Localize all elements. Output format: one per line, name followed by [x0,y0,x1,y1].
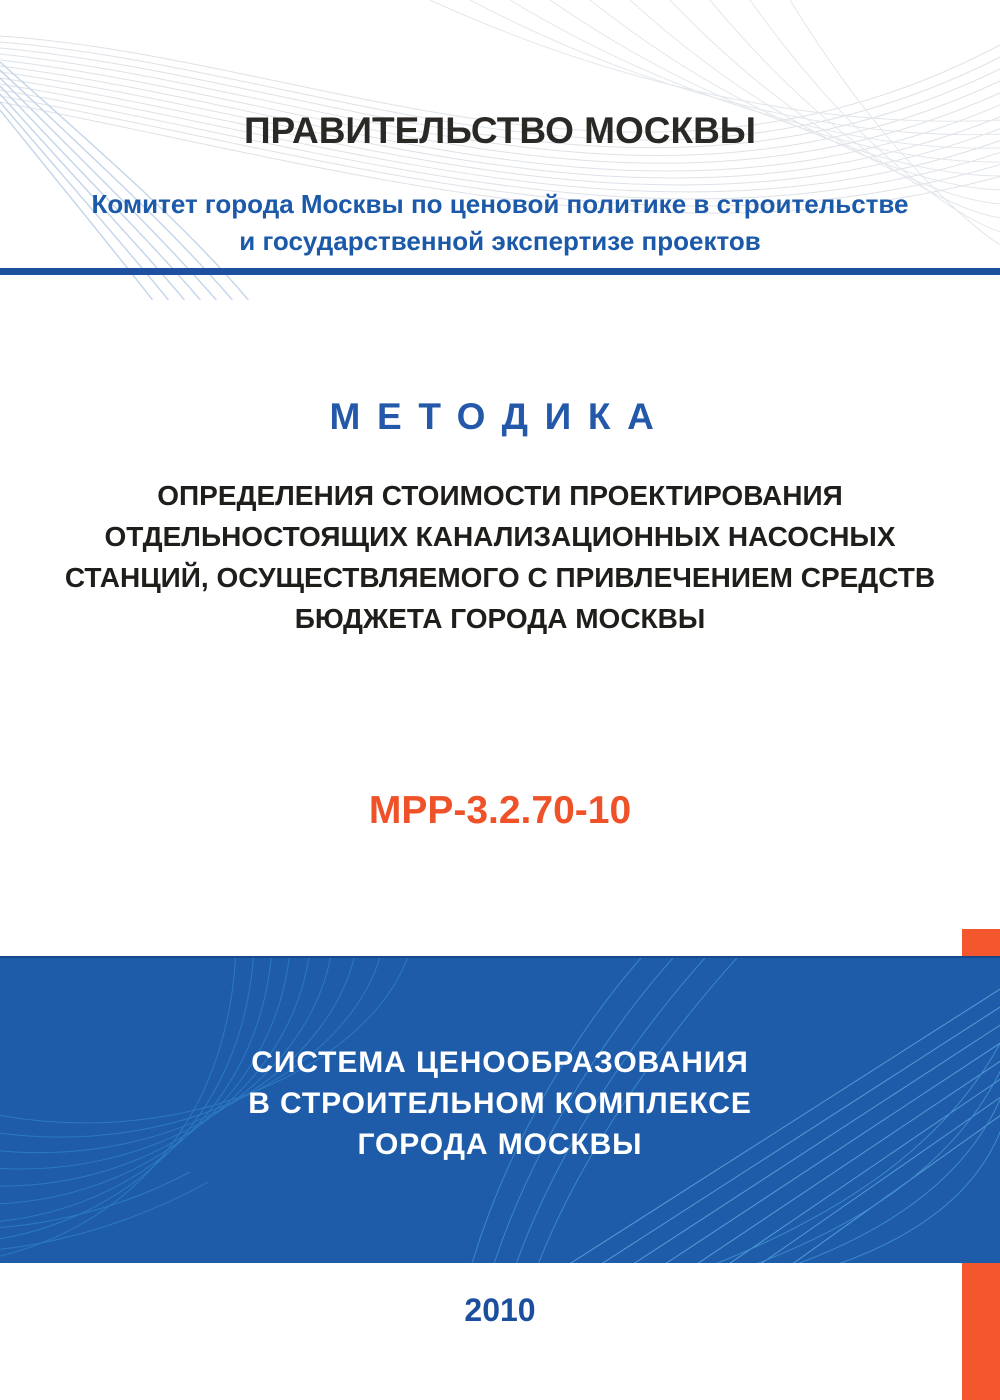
header-divider [0,268,1000,275]
title-line-3: СТАНЦИЙ, ОСУЩЕСТВЛЯЕМОГО С ПРИВЛЕЧЕНИЕМ СРЕДСТВ [64,562,936,593]
slogan-line-1: СИСТЕМА ЦЕНООБРАЗОВАНИЯ [251,1046,749,1079]
title-line-2: ОТДЕЛЬНОСТОЯЩИХ КАНАЛИЗАЦИОННЫХ НАСОСНЫХ [104,521,896,552]
orange-accent-top [962,929,1000,956]
document-title [0,475,1000,639]
government-title: ПРАВИТЕЛЬСТВО МОСКВЫ [243,110,757,151]
committee-name [0,186,1000,260]
pricing-system-banner [0,956,1000,1263]
slogan-line-2: В СТРОИТЕЛЬНОМ КОМПЛЕКСЕ [248,1087,752,1120]
committee-line-2: и государственной экспертизе проектов [239,226,761,256]
pricing-system-slogan [0,1042,1000,1165]
doc-type-heading: МЕТОДИКА [329,396,671,437]
year: 2010 [464,1292,536,1328]
slogan-line-3: ГОРОДА МОСКВЫ [357,1128,643,1161]
orange-accent-bottom [962,1263,1000,1400]
title-line-4: БЮДЖЕТА ГОРОДА МОСКВЫ [294,603,706,634]
title-line-1: ОПРЕДЕЛЕНИЯ СТОИМОСТИ ПРОЕКТИРОВАНИЯ [157,480,843,511]
committee-line-1: Комитет города Москвы по ценовой политике в строительстве [91,189,909,219]
doc-code: МРР-3.2.70-10 [368,789,632,832]
